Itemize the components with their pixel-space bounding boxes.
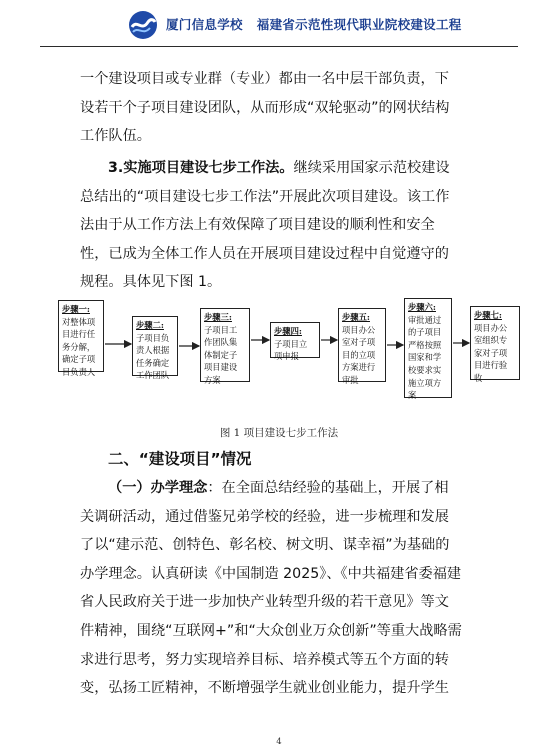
seven-step-flow-diagram [56, 296, 526, 406]
header-project-name: 福建省示范性现代职业院校建设工程 [256, 17, 462, 32]
flow-step-7 [470, 306, 520, 383]
step-text-line: 体制定子 [204, 349, 238, 360]
item3-heading: 3.实施项目建设七步工作法。 [108, 160, 294, 176]
text-line [80, 154, 450, 183]
text-line: 变，弘扬工匠精神，不断增强学生就业创业能力，提升学生 [80, 680, 449, 697]
step-text-line: 对整体项 [62, 316, 96, 327]
step-text-line: 校要求实 [408, 364, 442, 375]
step-text-line: 审批通过 [408, 314, 442, 325]
step-text-line: 任务确定 [136, 357, 170, 368]
step-text-line: 室组织专 [474, 335, 508, 346]
sub1-paragraph [80, 474, 462, 703]
sub1-heading: （一）办学理念 [108, 480, 208, 496]
school-wave-logo-icon [128, 10, 158, 40]
step-text-line: 子项目工 [204, 324, 238, 335]
step-title: 步骤四: [274, 326, 302, 336]
text-line [80, 474, 462, 503]
step-text-line: 室对子项 [342, 337, 376, 348]
step-text-line: 工作团队 [136, 370, 170, 381]
step-text-line: 务分解， [62, 341, 96, 352]
step-title: 步骤六: [408, 302, 436, 312]
item3-first-line: 继续采用国家示范校建设 [293, 160, 450, 176]
step-title: 步骤五: [342, 312, 370, 322]
header-title [166, 15, 462, 33]
step-text-line: 目的立项 [342, 349, 376, 360]
step-text-line: 作团队集 [204, 337, 238, 348]
step-text-line: 子项目负 [136, 332, 170, 343]
step-text-line: 的子项目 [408, 327, 442, 338]
step-text-line: 子项目立 [274, 338, 308, 349]
step-text-line: 项目办公 [342, 324, 376, 335]
step-text-line: 项目建设 [204, 362, 238, 373]
step-text-line: 严格按照 [408, 339, 442, 350]
step-title: 步骤七: [474, 310, 502, 320]
flow-step-5 [338, 308, 386, 385]
intro-paragraph [80, 65, 449, 151]
text-line: 法由于从工作方法上有效保障了项目建设的顺利性和安全 [80, 217, 435, 234]
step-text-line: 项目办公 [474, 322, 508, 333]
step-text-line: 目进行验 [474, 360, 508, 371]
page-number: 4 [276, 737, 282, 747]
step-text-line: 目负责人 [62, 366, 96, 377]
header-school-name: 厦门信息学校 [166, 17, 243, 32]
step-text-line: 项申报 [274, 351, 299, 362]
flow-step-1 [58, 300, 104, 377]
text-line: 办学理念。认真研读《中国制造 2025》、《中共福建省委福建 [80, 565, 462, 582]
step-text-line: 方案进行 [342, 362, 376, 373]
text-line: 工作队伍。 [80, 128, 151, 145]
step-text-line: 方案 [204, 374, 221, 385]
page-header [0, 0, 558, 48]
step-title: 步骤一: [62, 304, 90, 314]
text-line: 了以“建示范、创特色、彰名校、树文明、谋幸福”为基础的 [80, 537, 450, 554]
text-line: 件精神，围绕“互联网+”和“大众创业万众创新”等重大战略需 [80, 622, 462, 639]
text-line: 规程。具体见下图 1。 [80, 274, 222, 291]
text-line: 关调研活动，通过借鉴兄弟学校的经验，进一步梳理和发展 [80, 508, 449, 525]
section-heading: 二、“建设项目”情况 [108, 450, 252, 468]
step-text-line: 确定子项 [62, 354, 96, 365]
step-title: 步骤三: [204, 312, 232, 322]
header-rule [40, 46, 518, 47]
text-line: 省人民政府关于进一步加快产业转型升级的若干意见》等文 [80, 594, 449, 611]
item3-paragraph [80, 154, 450, 297]
step-text-line: 施立项方 [408, 377, 442, 388]
text-line: 设若干个子项目建设团队，从而形成“双轮驱动”的网状结构 [80, 99, 450, 116]
step-text-line: 责人根据 [136, 345, 170, 356]
step-text-line: 收 [474, 372, 483, 383]
flow-step-4 [270, 322, 320, 362]
sub1-first-line: ：在全面总结经验的基础上，开展了相 [207, 480, 449, 496]
step-text-line: 目进行任 [62, 329, 96, 340]
step-text-line: 案 [408, 390, 417, 401]
text-line: 求进行思考，努力实现培养目标、培养模式等五个方面的转 [80, 651, 449, 668]
text-line: 性，已成为全体工作人员在开展项目建设过程中自觉遵守的 [80, 245, 449, 262]
step-text-line: 国家和学 [408, 352, 442, 363]
step-text-line: 审批 [342, 374, 359, 385]
text-line: 一个建设项目或专业群（专业）都由一名中层干部负责，下 [80, 71, 449, 87]
step-title: 步骤二: [136, 320, 164, 330]
flow-step-3 [200, 308, 250, 385]
text-line: 总结出的“项目建设七步工作法”开展此次项目建设。该工作 [80, 188, 450, 205]
flow-step-6 [404, 298, 452, 401]
flow-step-2 [132, 316, 178, 381]
figure-caption: 图 1 项目建设七步工作法 [219, 427, 339, 439]
step-text-line: 家对子项 [474, 347, 508, 358]
